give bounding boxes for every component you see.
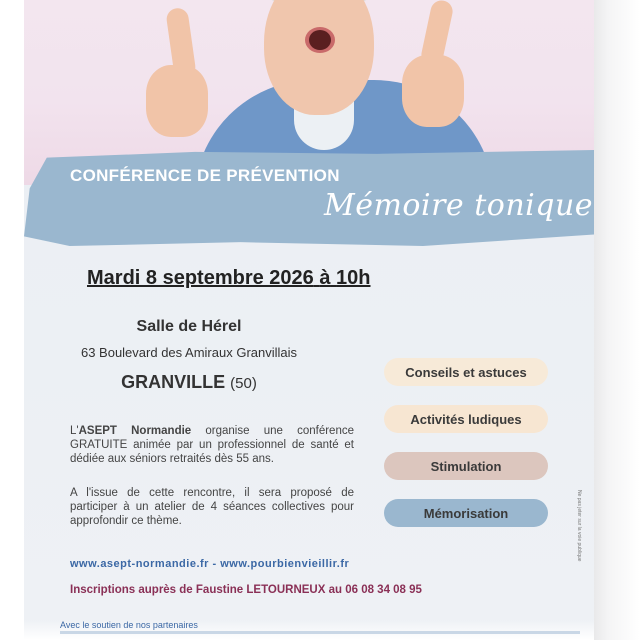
org-name: ASEPT Normandie [78, 425, 192, 437]
venue-address: 63 Boulevard des Amiraux Granvillais [80, 345, 298, 360]
flyer [24, 0, 594, 640]
intro-paragraph [70, 424, 354, 466]
event-time: 10h [336, 267, 371, 289]
venue-name: Salle de Hérel [136, 318, 242, 335]
venue-dept: (50) [230, 375, 257, 392]
right-hand [402, 55, 464, 127]
event-date [87, 267, 371, 290]
vertical-disclaimer: Ne pas jeter sur la voie publique [576, 490, 582, 562]
pill-activites: Activités ludiques [384, 405, 548, 433]
event-date-text: Mardi 8 septembre 2026 [87, 267, 314, 289]
signup-contact: Inscriptions auprès de Faustine LETOURNEUX au 06 08 34 08 95 [70, 584, 422, 596]
website-links[interactable]: www.asept-normandie.fr - www.pourbienvieillir.fr [70, 558, 350, 570]
time-prefix: à [319, 267, 331, 289]
pill-conseils: Conseils et astuces [384, 358, 548, 386]
pill-stimulation: Stimulation [384, 452, 548, 480]
pill-memorisation: Mémorisation [384, 499, 548, 527]
person-mouth [309, 30, 331, 50]
workshop-paragraph: A l'issue de cette rencontre, il sera proposé de participer à un atelier de 4 séances collectives pour approfondir ce thème. [70, 487, 354, 527]
venue-city: GRANVILLE [121, 372, 226, 392]
intro-rest: organise une conférence GRATUITE animée par un professionnel de santé et dédiée aux séniors retraités dès 55 ans. [70, 425, 354, 465]
venue-city-line [24, 372, 354, 393]
conference-title: Mémoire tonique [324, 188, 594, 223]
conference-kicker: CONFÉRENCE DE PRÉVENTION [70, 166, 340, 185]
intro-prefix: L' [70, 425, 79, 437]
partners-caption: Avec le soutien de nos partenaires [60, 620, 198, 630]
footer-divider [60, 631, 580, 634]
page-margin [594, 0, 640, 640]
